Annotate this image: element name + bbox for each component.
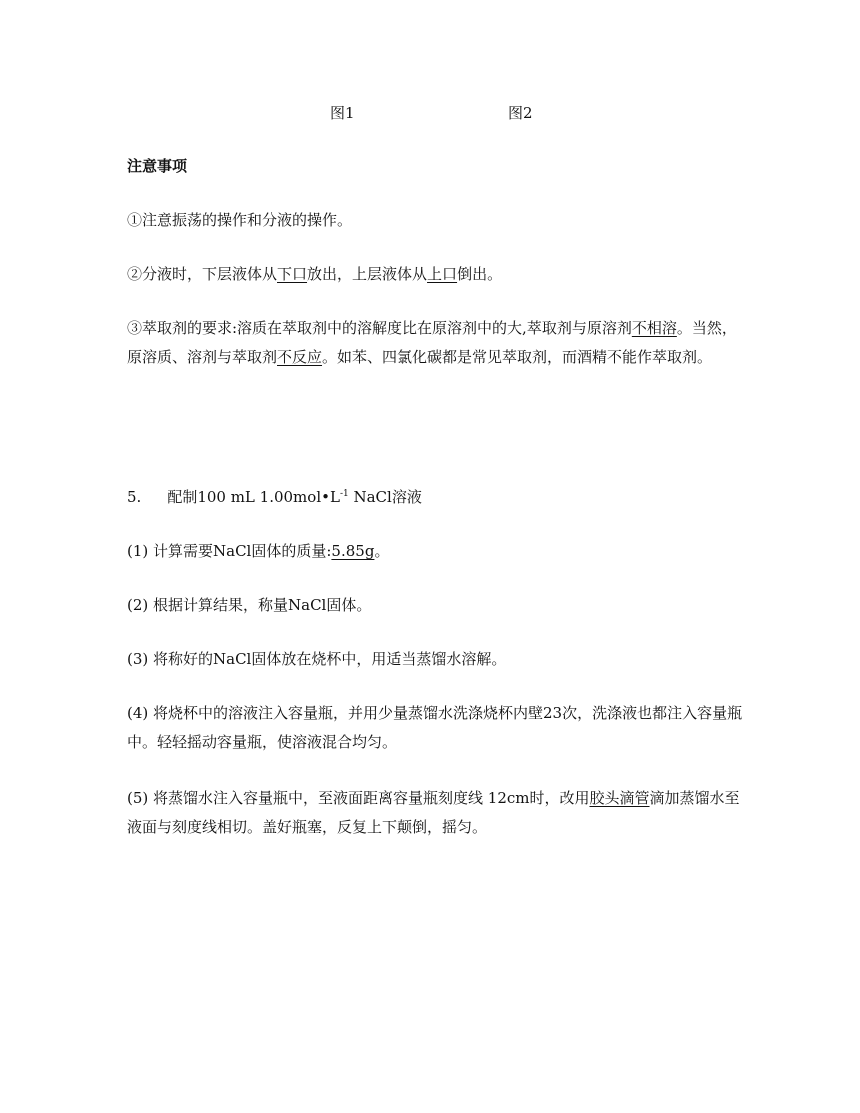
note-item-2-text-c: 倒出。 (457, 265, 503, 283)
step-1-text-b: 。 (374, 542, 390, 560)
note-item-2-answer-1: 下口 (277, 265, 308, 283)
step-5-text-a: (5) 将蒸馏水注入容量瓶中，至液面距离容量瓶刻度线 12cm时，改用 (127, 789, 590, 807)
note-item-2-text-a: ②分液时，下层液体从 (127, 265, 278, 283)
figure-1-caption: 图1 (330, 104, 355, 122)
step-3: (3) 将称好的NaCl固体放在烧杯中，用适当蒸馏水溶解。 (127, 650, 507, 668)
note-item-2 (127, 260, 747, 289)
section-5-title-b: NaCl溶液 (348, 488, 422, 506)
section-5-title (127, 483, 747, 512)
section-5-title-sup: -1 (339, 489, 349, 499)
step-5-text-b: 滴加蒸馏水至液面与刻度线相切。盖好瓶塞，反复上下颠倒，摇匀。 (127, 789, 740, 836)
note-item-3-text-c: 。如苯、四氯化碳都是常见萃取剂，而酒精不能作萃取剂。 (322, 348, 713, 366)
note-item-2-answer-2: 上口 (427, 265, 458, 283)
note-item-3 (127, 314, 747, 372)
note-item-3-answer-2: 不反应 (277, 348, 323, 366)
figure-2-caption: 图2 (508, 104, 533, 122)
step-5-answer: 胶头滴管 (589, 789, 650, 807)
note-item-3-text-b: 。当然，原溶质、溶剂与萃取剂 (127, 319, 737, 366)
step-2: (2) 根据计算结果，称量NaCl固体。 (127, 596, 372, 614)
notes-heading: 注意事项 (127, 157, 188, 175)
section-5-title-a: 配制100 mL 1.00mol•L (167, 488, 340, 506)
note-item-3-answer-1: 不相溶 (631, 319, 677, 337)
step-4: (4) 将烧杯中的溶液注入容量瓶，并用少量蒸馏水洗涤烧杯内壁23次，洗涤液也都注入容量瓶中。轻轻摇动容量瓶，使溶液混合均匀。 (127, 704, 743, 751)
note-item-3-text-a: ③萃取剂的要求:溶质在萃取剂中的溶解度比在原溶剂中的大,萃取剂与原溶剂 (127, 319, 632, 337)
section-5-number: 5. (127, 488, 142, 506)
step-1-answer: 5.85g (331, 542, 375, 560)
note-item-1: ①注意振荡的操作和分液的操作。 (127, 211, 353, 229)
step-1-text-a: (1) 计算需要NaCl固体的质量: (127, 542, 332, 560)
note-item-2-text-b: 放出，上层液体从 (307, 265, 428, 283)
step-1 (127, 537, 747, 566)
step-5 (127, 784, 747, 842)
